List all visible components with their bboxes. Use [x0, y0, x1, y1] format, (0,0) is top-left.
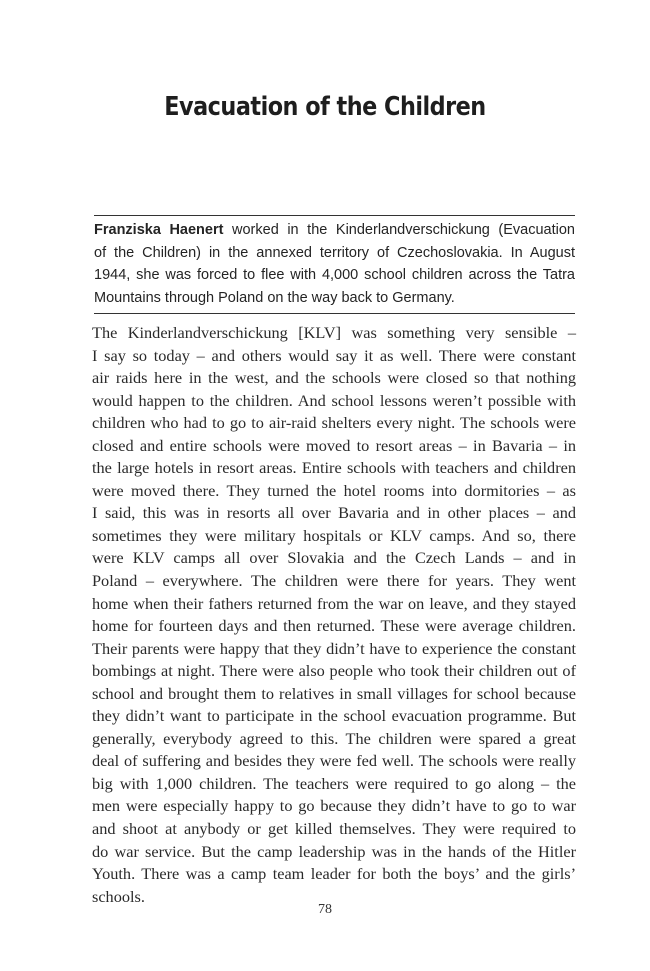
body-line: home when their fathers returned from the war on leave, and they stayed: [92, 593, 576, 613]
body-line: air raids here in the west, and the schools were closed so that nothing: [92, 368, 576, 388]
body-line: children who had to go to air-raid shelters every night. The schools were: [92, 413, 576, 433]
body-line: The Kinderlandverschickung [KLV] was something very sensible –: [92, 323, 576, 342]
body-line: home for fourteen days and then returned. These were average children.: [92, 616, 576, 636]
intro-line: 1944, she was forced to flee with 4,000 school children across the Tatra: [94, 267, 575, 284]
intro-line: [94, 219, 575, 242]
body-line: I say so today – and others would say it as well. There were constant: [92, 345, 576, 365]
body-line: the large hotels in resort areas. Entire schools with teachers and children: [92, 458, 576, 478]
body-line: big with 1,000 children. The teachers were required to go along – the: [92, 773, 576, 793]
body-line: Poland – everywhere. The children were there for years. They went: [92, 571, 576, 591]
body-line: they didn’t want to participate in the school evacuation programme. But: [92, 706, 576, 726]
body-line: I said, this was in resorts all over Bavaria and in other places – and: [92, 503, 576, 523]
intro-text: worked in the Kinderlandverschickung (Evacuation: [223, 222, 575, 238]
body-line: bombings at night. There were also people who took their children out of: [92, 661, 576, 681]
body-line: sometimes they were military hospitals or KLV camps. And so, there: [92, 525, 576, 545]
body-paragraph: [92, 322, 576, 908]
body-line: would happen to the children. And school lessons weren’t possible with: [92, 390, 576, 410]
body-line: schools.: [92, 886, 145, 906]
body-line: men were especially happy to go because they didn’t have to go to war: [92, 796, 576, 816]
body-line: were KLV camps all over Slovakia and the Czech Lands – and in: [92, 548, 576, 568]
body-line: were moved there. They turned the hotel rooms into dormitories – as: [92, 480, 576, 500]
chapter-title: Evacuation of the Children: [164, 92, 486, 122]
interviewee-name: Franziska Haenert: [94, 222, 224, 238]
intro-line: of the Children) in the annexed territory of Czechoslovakia. In August: [94, 244, 575, 261]
intro-top-rule: [94, 215, 575, 216]
page-number: 78: [318, 902, 332, 917]
intro-paragraph: [94, 219, 575, 310]
body-line: generally, everybody agreed to this. The children were spared a great: [92, 728, 576, 748]
body-line: closed and entire schools were moved to resort areas – in Bavaria – in: [92, 435, 576, 455]
body-line: deal of suffering and besides they were fed well. The schools were really: [92, 751, 576, 771]
body-line: and shoot at anybody or get killed themselves. They were required to: [92, 819, 576, 839]
body-line: school and brought them to relatives in small villages for school because: [92, 683, 576, 703]
body-line: Their parents were happy that they didn’t have to experience the constant: [92, 638, 576, 658]
intro-line: Mountains through Poland on the way back to Germany.: [94, 290, 455, 307]
body-line: Youth. There was a camp team leader for both the boys’ and the girls’: [92, 864, 576, 884]
intro-bottom-rule: [94, 313, 575, 314]
body-line: do war service. But the camp leadership was in the hands of the Hitler: [92, 841, 576, 861]
